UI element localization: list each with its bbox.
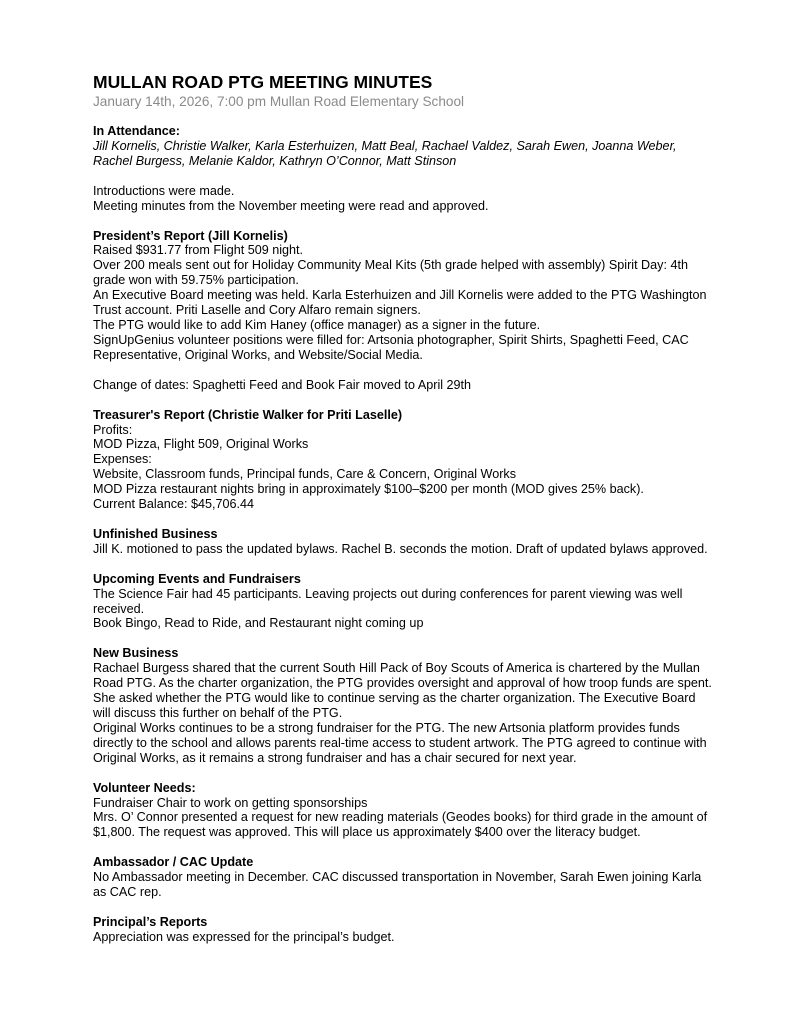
president-section xyxy=(93,229,713,363)
minutes-document xyxy=(93,72,713,960)
unfinished-section xyxy=(93,527,713,557)
expenses-label: Expenses: xyxy=(93,452,152,467)
expenses-list: Website, Classroom funds, Principal funds, Care & Concern, Original Works xyxy=(93,467,516,482)
volunteer-section xyxy=(93,781,713,841)
unfinished-heading: Unfinished Business xyxy=(93,526,218,541)
volunteer-paragraph: Mrs. O’ Connor presented a request for new reading materials (Geodes books) for third grade in the amount of $1,800. The request was approved. This will place us approximately $400 over the literacy budget. xyxy=(93,810,708,840)
document-title: MULLAN ROAD PTG MEETING MINUTES xyxy=(93,72,433,92)
president-paragraph: SignUpGenius volunteer positions were filled for: Artsonia photographer, Spirit Shirts, Spaghetti Feed, CAC Representative, Original Works, and Website/Social Media. xyxy=(93,332,689,362)
new-business-paragraph: Rachael Burgess shared that the current South Hill Pack of Boy Scouts of America is chartered by the Mullan Road PTG. As the charter organization, the PTG provides oversight and approval of how troop funds are spent. She asked whether the PTG would like to continue serving as the charter organization. The Executive Board will discuss this further on behalf of the PTG. xyxy=(93,661,712,720)
treasurer-section xyxy=(93,408,713,512)
upcoming-paragraph: Book Bingo, Read to Ride, and Restaurant night coming up xyxy=(93,616,424,631)
president-paragraph: The PTG would like to add Kim Haney (office manager) as a signer in the future. xyxy=(93,317,541,332)
current-balance: Current Balance: $45,706.44 xyxy=(93,497,255,512)
ambassador-heading: Ambassador / CAC Update xyxy=(93,855,254,870)
profits-label: Profits: xyxy=(93,422,133,437)
upcoming-section xyxy=(93,572,713,632)
volunteer-heading: Volunteer Needs: xyxy=(93,780,196,795)
new-business-paragraph: Original Works continues to be a strong fundraiser for the PTG. The new Artsonia platform provides funds directly to the school and allows parents real-time access to student artwork. The PTG agreed to continue with Original Works, as it remains a strong fundraiser and has a chair secured for next year. xyxy=(93,720,707,765)
attendance-names: Jill Kornelis, Christie Walker, Karla Esterhuizen, Matt Beal, Rachael Valdez, Sarah Ewen, Joanna Weber, Rachel Burgess, Melanie Kaldor, Kathryn O’Connor, Matt Stinson xyxy=(93,138,677,168)
dates-section xyxy=(93,378,713,393)
president-paragraph: Over 200 meals sent out for Holiday Community Meal Kits (5th grade helped with assembly) Spirit Day: 4th grade won with 59.75% participation. xyxy=(93,258,688,288)
minutes-approval-text: Meeting minutes from the November meeting were read and approved. xyxy=(93,198,489,213)
principal-text: Appreciation was expressed for the principal’s budget. xyxy=(93,929,395,944)
upcoming-heading: Upcoming Events and Fundraisers xyxy=(93,571,301,586)
president-paragraph: Raised $931.77 from Flight 509 night. xyxy=(93,243,304,258)
volunteer-paragraph: Fundraiser Chair to work on getting sponsorships xyxy=(93,795,368,810)
restaurant-nights-text: MOD Pizza restaurant nights bring in approximately $100–$200 per month (MOD gives 25% back). xyxy=(93,482,644,497)
intro-section xyxy=(93,184,713,214)
president-heading: President’s Report (Jill Kornelis) xyxy=(93,228,288,243)
ambassador-text: No Ambassador meeting in December. CAC discussed transportation in November, Sarah Ewen joining Karla as CAC rep. xyxy=(93,870,702,900)
new-business-heading: New Business xyxy=(93,646,179,661)
unfinished-text: Jill K. motioned to pass the updated bylaws. Rachel B. seconds the motion. Draft of updated bylaws approved. xyxy=(93,541,708,556)
upcoming-paragraph: The Science Fair had 45 participants. Leaving projects out during conferences for parent viewing was well received. xyxy=(93,586,683,616)
profits-list: MOD Pizza, Flight 509, Original Works xyxy=(93,437,309,452)
intro-text: Introductions were made. xyxy=(93,183,235,198)
document-subtitle: January 14th, 2026, 7:00 pm Mullan Road Elementary School xyxy=(93,94,465,109)
principal-heading: Principal’s Reports xyxy=(93,914,208,929)
treasurer-heading: Treasurer's Report (Christie Walker for Priti Laselle) xyxy=(93,407,403,422)
ambassador-section xyxy=(93,855,713,900)
change-of-dates-text: Change of dates: Spaghetti Feed and Book Fair moved to April 29th xyxy=(93,377,472,392)
attendance-section xyxy=(93,124,713,169)
new-business-section xyxy=(93,646,713,765)
principal-section xyxy=(93,915,713,945)
president-paragraph: An Executive Board meeting was held. Karla Esterhuizen and Jill Kornelis were added to the PTG Washington Trust account. Priti Laselle and Cory Alfaro remain signers. xyxy=(93,288,707,318)
attendance-heading: In Attendance: xyxy=(93,124,180,138)
